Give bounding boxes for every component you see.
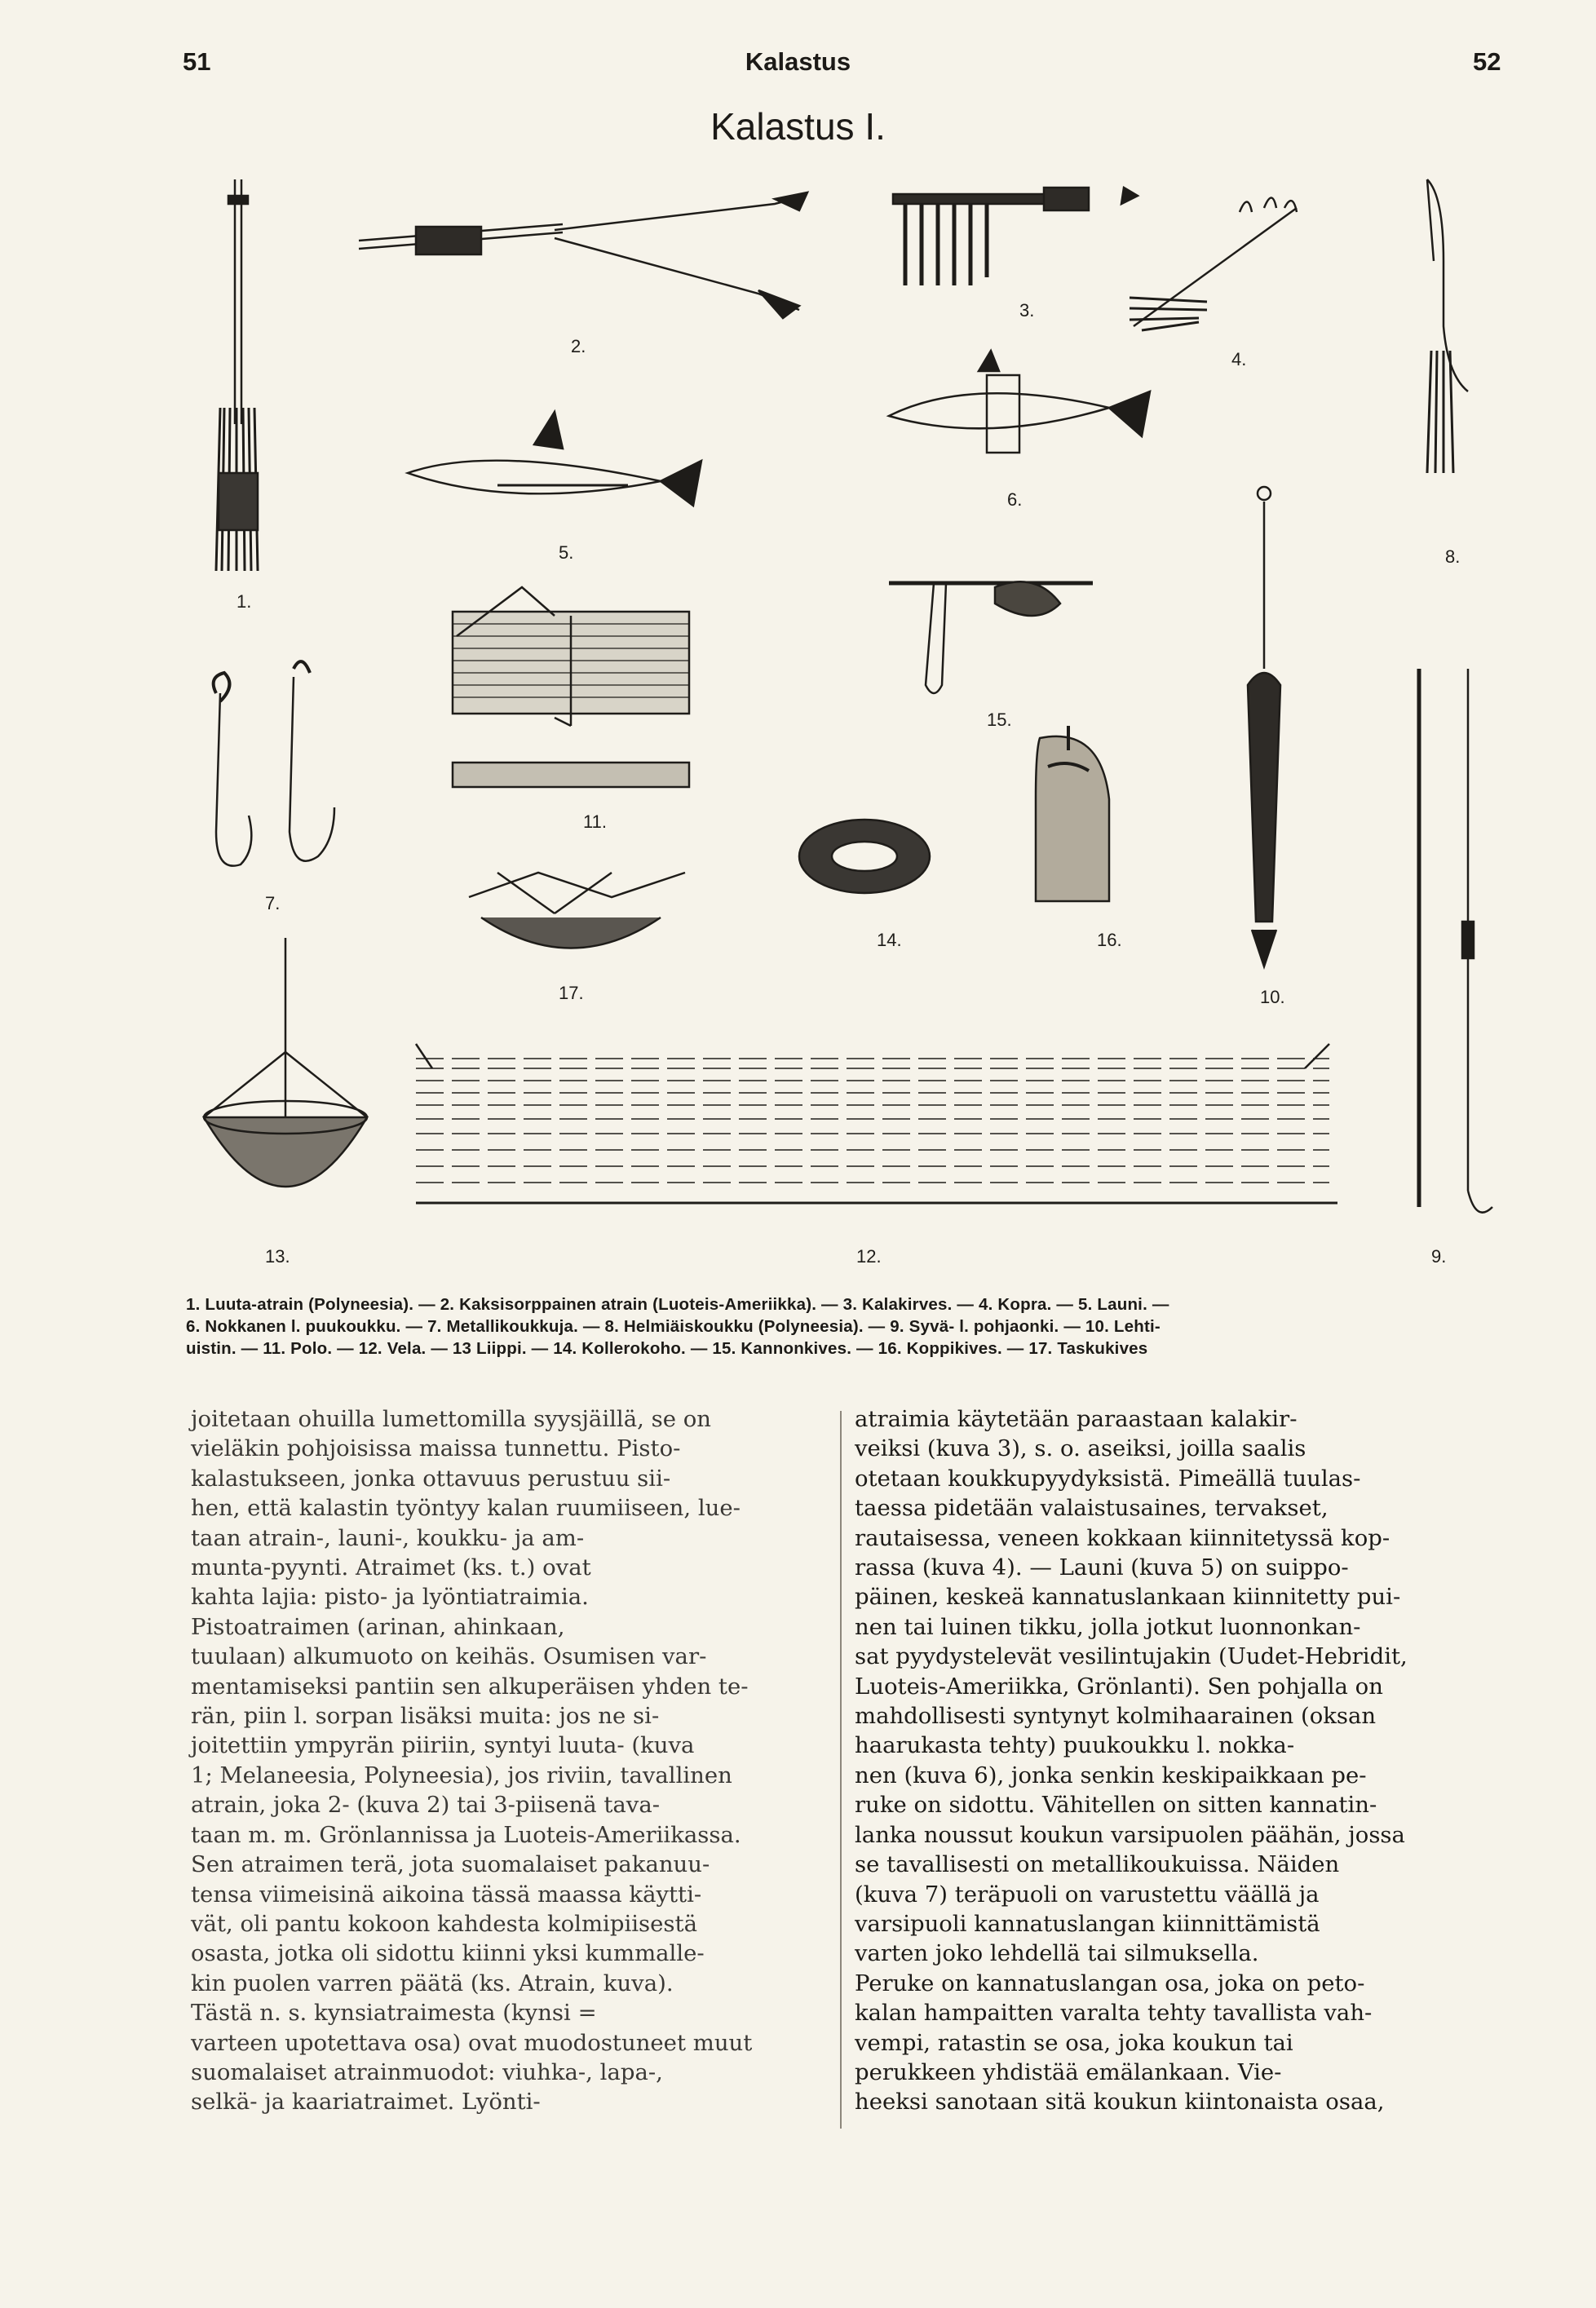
text-line: vät, oli pantu kokoon kahdesta kolmipiisestä — [191, 1910, 697, 1937]
text-line: rautaisessa, veneen kokkaan kiinnitetyssä kop- — [855, 1524, 1390, 1551]
text-line: otetaan koukkupyydyksistä. Pimeällä tuulas- — [855, 1465, 1361, 1492]
text-line: nen (kuva 6), jonka senkin keskipaikkaan pe- — [855, 1762, 1367, 1788]
text-line: Sen atraimen terä, jota suomalaiset pakanuu- — [191, 1851, 710, 1878]
text-line: Tästä n. s. kynsiatraimesta (kynsi = — [191, 2000, 597, 2027]
text-line: osasta, jotka oli sidottu kiinni yksi kummalle- — [191, 1940, 705, 1967]
figure-1-brush-spear — [216, 179, 258, 571]
plate-label-15: 15. — [987, 710, 1012, 730]
text-line: Peruke on kannatuslangan osa, joka on peto- — [855, 1970, 1365, 1996]
column-divider — [840, 1411, 842, 2129]
text-line: lanka noussut koukun varsipuolen päähän, jossa — [855, 1821, 1405, 1848]
text-line: (kuva 7) teräpuoli on varustettu väällä ja — [855, 1881, 1320, 1908]
text-line: atraimia käytetään paraastaan kalakir- — [855, 1406, 1298, 1432]
plate-label-10: 10. — [1260, 987, 1285, 1007]
figure-13-dip-net — [204, 938, 367, 1187]
text-line: rän, piin l. sorpan lisäksi muita: jos ne si- — [191, 1703, 660, 1730]
text-line: kahta lajia: pisto- ja lyöntiatraimia. — [191, 1584, 589, 1611]
plate-label-2: 2. — [571, 336, 586, 356]
text-line: päinen, keskeä kannatuslankaan kiinnitetty pui- — [855, 1584, 1401, 1611]
text-line: sat pyydystelevät vesilintujakin (Uudet-Hebridit, — [855, 1643, 1408, 1670]
plate-label-16: 16. — [1097, 930, 1122, 950]
plate-caption — [186, 1293, 1523, 1360]
plate-label-11: 11. — [583, 811, 607, 832]
text-line: selkä- ja kaariatraimet. Lyönti- — [191, 2089, 541, 2116]
text-line: varten joko lehdellä tai silmuksella. — [855, 1940, 1259, 1967]
plate-label-13: 13. — [265, 1246, 290, 1267]
figure-7-metal-hooks — [214, 661, 334, 866]
text-line: vieläkin pohjoisissa maissa tunnettu. Pisto- — [191, 1435, 681, 1462]
text-line: varsipuoli kannatuslangan kiinnittämistä — [855, 1910, 1320, 1937]
text-line: 1; Melaneesia, Polyneesia), jos riviin, tavallinen — [191, 1762, 732, 1788]
plate-label-14: 14. — [877, 930, 902, 950]
text-line: taan atrain-, launi-, koukku- ja am- — [191, 1524, 585, 1551]
figure-11-polo — [453, 587, 689, 787]
running-title: Kalastus — [745, 47, 851, 76]
plate-label-17: 17. — [559, 983, 584, 1003]
figure-16-basket-weight — [1036, 726, 1109, 901]
figure-8-pearl-hook — [1427, 179, 1468, 473]
figure-17-pocket-trap — [469, 873, 685, 948]
plate-label-9: 9. — [1431, 1246, 1447, 1267]
text-line: hen, että kalastin työntyy kalan ruumiiseen, lue- — [191, 1495, 741, 1522]
page-number-right: 52 — [1473, 47, 1501, 76]
text-line: mentamiseksi pantiin sen alkuperäisen yhden te- — [191, 1673, 749, 1700]
figure-3-fish-axe — [893, 188, 1138, 285]
plate-title: Kalastus I. — [710, 105, 886, 148]
plate-label-6: 6. — [1007, 489, 1023, 510]
text-line: kin puolen varren päätä (ks. Atrain, kuva). — [191, 1970, 674, 1996]
figure-12-seine-line — [416, 1044, 1337, 1203]
fishing-plate-illustration — [171, 163, 1484, 1267]
text-line: nen tai luinen tikku, jolla jotkut luonnonkan- — [855, 1613, 1361, 1640]
text-line: munta-pyynti. Atraimet (ks. t.) ovat — [191, 1554, 591, 1581]
page-number-left: 51 — [183, 47, 211, 76]
figure-2-two-prong-spear — [359, 192, 807, 318]
text-line: kalastukseen, jonka ottavuus perustuu sii- — [191, 1465, 671, 1492]
caption-line: 1. Luuta-atrain (Polyneesia). — 2. Kaksisorppainen atrain (Luoteis-Ameriikka). — 3. Kalakirves. — 4. Kopra. — 5. Launi. — — [186, 1295, 1169, 1314]
text-line: se tavallisesti on metallikoukuissa. Näiden — [855, 1851, 1340, 1878]
text-line: ruke on sidottu. Vähitellen on sitten kannatin- — [855, 1792, 1377, 1819]
text-line: varteen upotettava osa) ovat muodostuneet muut — [191, 2029, 753, 2056]
figure-5-fish-launi — [408, 412, 701, 506]
text-line: veiksi (kuva 3), s. o. aseiksi, joilla saalis — [855, 1435, 1306, 1462]
text-line: suomalaiset atrainmuodot: viuhka-, lapa-, — [191, 2058, 663, 2085]
text-line: joitetaan ohuilla lumettomilla syysjäillä, se on — [191, 1406, 711, 1432]
figure-6-fish-gorge — [889, 351, 1150, 453]
text-line: Luoteis-Ameriikka, Grönlanti). Sen pohjalla on — [855, 1673, 1383, 1700]
plate-label-12: 12. — [856, 1246, 882, 1267]
text-line: taessa pidetään valaistusaines, tervakset, — [855, 1495, 1329, 1522]
text-column-left — [191, 1404, 835, 2117]
text-line: heeksi sanotaan sitä koukun kiintonaista osaa, — [855, 2089, 1385, 2116]
text-line: mahdollisesti syntynyt kolmihaarainen (oksan — [855, 1703, 1377, 1730]
text-line: perukkeen yhdistää emälankaan. Vie- — [855, 2058, 1282, 2085]
plate-label-1: 1. — [237, 591, 252, 612]
text-line: atrain, joka 2- (kuva 2) tai 3-piisenä tava- — [191, 1792, 661, 1819]
text-line: haarukasta tehty) puukoukku l. nokka- — [855, 1732, 1295, 1759]
plate-label-3: 3. — [1019, 300, 1035, 321]
text-line: taan m. m. Grönlannissa ja Luoteis-Ameriikassa. — [191, 1821, 741, 1848]
figure-15-stump-weight — [889, 581, 1093, 693]
text-line: rassa (kuva 4). — Launi (kuva 5) on suippo- — [855, 1554, 1349, 1581]
figure-14-ring-float — [799, 820, 930, 893]
figure-9-deep-line — [1419, 669, 1492, 1213]
text-line: tuulaan) alkumuoto on keihäs. Osumisen var- — [191, 1643, 707, 1670]
plate-label-5: 5. — [559, 542, 574, 563]
text-line: vempi, ratastin se osa, joka koukun tai — [855, 2029, 1293, 2056]
caption-line: uistin. — 11. Polo. — 12. Vela. — 13 Liippi. — 14. Kollerokoho. — 15. Kannonkives. — 16. Koppikives. — 17. Taskukives — [186, 1339, 1148, 1358]
figure-4-fire-basket — [1130, 198, 1297, 331]
plate-label-7: 7. — [265, 893, 281, 913]
plate-label-8: 8. — [1445, 546, 1461, 567]
caption-line: 6. Nokkanen l. puukoukku. — 7. Metallikoukkuja. — 8. Helmiäiskoukku (Polyneesia). — 9. Syvä- l. pohjaonki. — 10. Lehti- — [186, 1317, 1161, 1336]
text-column-right — [855, 1404, 1499, 2117]
figure-10-leaf-spoon — [1248, 487, 1280, 966]
text-line: tensa viimeisinä aikoina tässä maassa käytti- — [191, 1881, 702, 1908]
text-line: kalan hampaitten varalta tehty tavallista vah- — [855, 2000, 1373, 2027]
text-line: Pistoatraimen (arinan, ahinkaan, — [191, 1613, 565, 1640]
plate-label-4: 4. — [1231, 349, 1247, 369]
text-line: joitettiin ympyrän piiriin, syntyi luuta- (kuva — [191, 1732, 695, 1759]
